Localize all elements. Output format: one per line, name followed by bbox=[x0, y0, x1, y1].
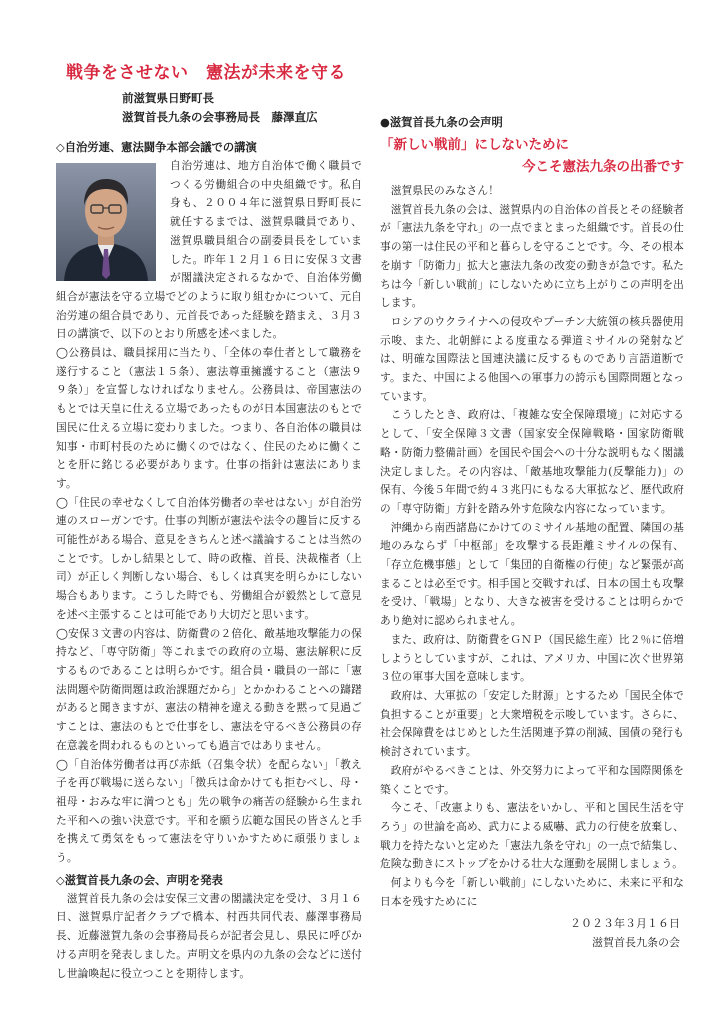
section-heading-lecture: ◇自治労連、憲法闘争本部会議での講演 bbox=[56, 141, 257, 154]
right-column bbox=[372, 0, 728, 1024]
statement-greeting: 滋賀県民のみなさん！ bbox=[390, 184, 500, 197]
statement-paragraph: こうしたとき、政府は、「複雑な安全保障環境」に対応するとして、「安全保障３文書（国家安全保障戦略・国家防衛戦略・防衛力整備計画）を国民や国会への十分な説明もなく閣議決定しました。その内容は、「敵基地攻撃能力(反撃能力)」の保有、今後５年間で約４３兆円にもなる大軍拡など、歴代政府の「専守防衛」方針を踏み外す危険な内容になっています。 bbox=[380, 408, 684, 515]
page-title: 戦争をさせない 憲法が未来を守る bbox=[66, 63, 346, 83]
author-former-title: 前滋賀県日野町長 bbox=[122, 91, 214, 105]
statement-paragraph: 政府がやるべきことは、外交努力によって平和な国際関係を築くことです。 bbox=[380, 763, 684, 796]
right-column-top-spacer bbox=[380, 52, 684, 114]
statement-date: ２０２３年３月１６日 bbox=[570, 917, 680, 931]
statement-paragraph: 今こそ、「改憲よりも、憲法をいかし、平和と国民生活を守ろう」の世論を高め、武力による威嚇、武力の行使を放棄し、戦力を持たないと定めた「憲法九条を守れ」の一点で結集し、危険な動きにストップをかける壮大な運動を展開しましょう。 bbox=[380, 801, 684, 871]
statement-paragraph: 沖縄から南西諸島にかけてのミサイル基地の配置、隣国の基地のみならず「中枢部」を攻撃する長距離ミサイルの保有、「存立危機事態」として「集団的自衛権の行使」など緊張が高まることは必至です。相手国と交戦すれば、日本の国土も攻撃を受け、「戦場」となり、大きな被害を受けることは明らかであり絶対に認められません。 bbox=[380, 520, 684, 628]
statement-paragraph: また、政府は、防衛費をＧＮＰ（国民総生産）比２％に倍増しようとしていますが、これは、アメリカ、中国に次ぐ世界第３位の軍事大国を意味します。 bbox=[380, 632, 684, 684]
lecture-paragraph: ◯「自治体労働者は再び赤紙（召集令状）を配らない」「教え子を再び戦場に送らない」「徴兵は命かけても拒むべし、母・祖母・おみな牢に満つとも」先の戦争の痛苦の経験から生まれた平和への強い決意です。平和を願う広範な国民の皆さんと手を携えて勇気をもって憲法を守りいかすために頑張りましょう。 bbox=[56, 757, 362, 865]
statement-paragraph: ロシアのウクライナへの侵攻やプーチン大統領の核兵器使用示唆、また、北朝鮮による度重なる弾道ミサイルの発射などは、明確な国際法と国連決議に反するものであり言語道断です。また、中国による他国への軍事力の誇示も国際問題となっています。 bbox=[380, 314, 684, 403]
statement-subtitle-line2: 今こそ憲法九条の出番です bbox=[522, 159, 684, 175]
statement-paragraph: 政府は、大軍拡の「安定した財源」とするため「国民全体で負担することが重要」と大衆増税を示唆しています。さらに、社会保障費をはじめとした生活関連予算の削減、国債の発行も検討されています。 bbox=[380, 688, 684, 759]
author-byline bbox=[122, 89, 362, 127]
portrait-photo-icon bbox=[56, 163, 156, 281]
statement-heading: ●滋賀首長九条の会声明 bbox=[380, 116, 503, 129]
statement-signature-block bbox=[380, 915, 684, 952]
lecture-paragraph: ◯「住民の幸せなくして自治体労働者の幸せはない」が自治労連のスローガンです。仕事の判断が憲法や法令の趣旨に反する可能性がある場合、意見をきちんと述べ議論することは当然のことです。しかし結果として、時の政権、首長、決裁権者（上司）が正しく判断しない場合、もしくは真実を明らかにしない場合もあります。こうした時でも、労働組合が毅然として意見を述べ主張することは可能であり大切だと思います。 bbox=[56, 495, 362, 621]
statement-paragraph: 何よりも今を「新しい戦前」にしないために、未来に平和な日本を残すためにに bbox=[380, 876, 684, 908]
statement-paragraph: 滋賀首長九条の会は、滋賀県内の自治体の首長とその経験者が「憲法九条を守れ」の一点でまとまった組織です。首長の仕事の第一は住民の平和と暮らしを守ることです。今、その根本を崩す「防衛力」拡大と憲法九条の改変の動きが急です。私たちは今「新しい戦前」にしないために立ち上がりこの声明を出します。 bbox=[380, 202, 684, 310]
lecture-paragraph: ◯安保３文書の内容は、防衛費の２倍化、敵基地攻撃能力の保持など、「専守防衛」等これまでの政府の立場、憲法解釈に反するものであることは明らかです。組合員・職員の一部に「憲法問題や防衛問題は政治課題だから」とかかわることへの躊躇があると聞きますが、憲法の精神を違える動きを黙って見過ごすことは、憲法のもとで仕事をし、憲法を守るべき公務員の存在意義を問われるものといっても過言ではありません。 bbox=[56, 626, 362, 752]
statement-signature: 滋賀首長九条の会 bbox=[592, 936, 680, 950]
statement-subtitle-line1: 「新しい戦前」にしないために bbox=[380, 137, 569, 153]
author-portrait bbox=[56, 163, 156, 281]
announcement-paragraph: 滋賀首長九条の会は安保三文書の閣議決定を受け、３月１６日、滋賀県庁記者クラブで橋本、村西共同代表、藤澤事務局長、近藤滋賀九条の会事務局長らが記者会見し、県民に呼びかける声明を発表しました。声明文を県内の九条の会などに送付し世論喚起に役立つことを期待します。 bbox=[56, 891, 362, 980]
lecture-paragraph: 自治労連は、地方自治体で働く職員でつくる労働組合の中央組織です。私自身も、２００４年に滋賀県日野町長に就任するまでは、滋賀県職員であり、滋賀県職員組合の副委員長をしていました。昨年１２月１６日に安保３文書が閣議決定されるなかで、自治体労働組合が憲法を守る立場でどのように取り組むかについて、元自治労連の組合員であり、元首長であった経験を踏まえ、３月３日の講演で、以下のとおり所感を述べました。 bbox=[56, 159, 362, 341]
author-name-title: 滋賀首長九条の会事務局長 藤澤直広 bbox=[122, 110, 318, 124]
section-heading-statement-announcement: ◇滋賀首長九条の会、声明を発表 bbox=[56, 873, 223, 887]
lecture-paragraph: ◯公務員は、職員採用に当たり、「全体の奉仕者として職務を遂行すること（憲法１５条）、憲法尊重擁護すること（憲法９９条）」を宣誓しなければなりません。公務員は、帝国憲法のもとでは天皇に仕える立場であったものが日本国憲法のもとで国民に仕える立場に変わりました。つまり、各自治体の職員は知事・市町村長のために働くのではなく、住民のために働くことを肝に銘じる必要があります。仕事の指針は憲法にあります。 bbox=[56, 346, 362, 490]
